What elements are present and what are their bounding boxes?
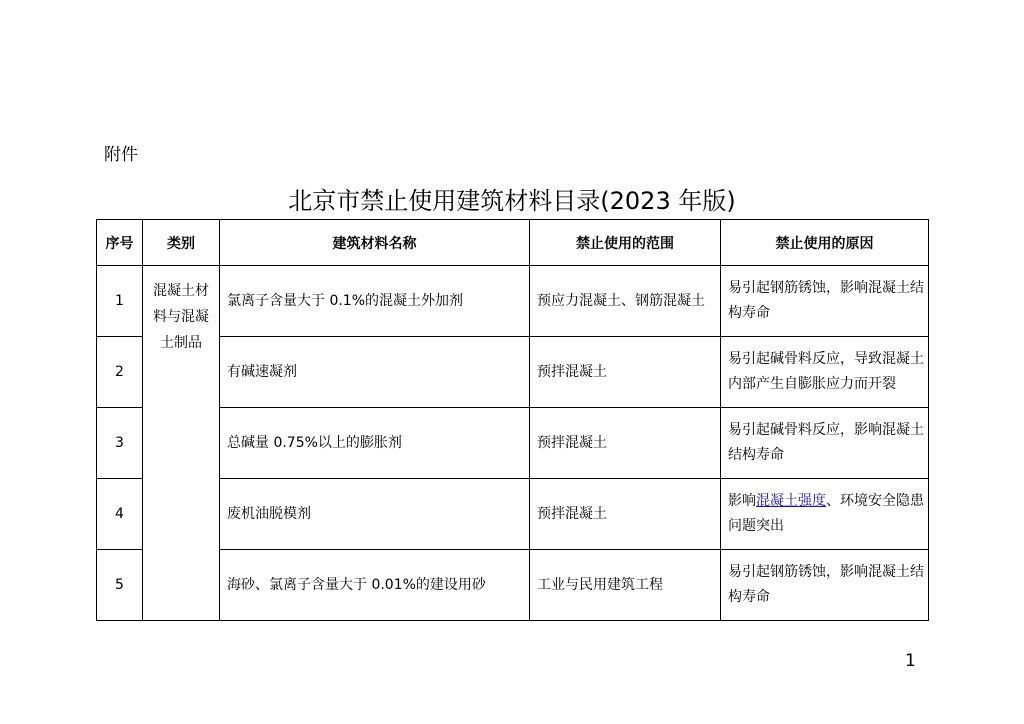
table-row: [97, 266, 929, 337]
material-name: 海砂、氯离子含量大于 0.01%的建设用砂: [220, 550, 530, 621]
reason-prefix: 影响: [728, 493, 756, 509]
row-index: 5: [97, 550, 143, 621]
prohibited-reason: 易引起碱骨料反应，导致混凝土内部产生自膨胀应力而开裂: [721, 337, 929, 408]
row-index: 3: [97, 408, 143, 479]
column-header-material: 建筑材料名称: [220, 220, 530, 266]
material-name: 氯离子含量大于 0.1%的混凝土外加剂: [220, 266, 530, 337]
materials-table: [96, 219, 929, 621]
attachment-label: 附件: [104, 145, 138, 165]
prohibited-scope: 预拌混凝土: [530, 479, 721, 550]
category-label: 混凝土材料与混凝土制品: [153, 283, 209, 351]
table-row: [97, 550, 929, 621]
table-row: [97, 337, 929, 408]
column-header-index: 序号: [97, 220, 143, 266]
prohibited-scope: 预应力混凝土、钢筋混凝土: [530, 266, 721, 337]
prohibited-reason: 易引起钢筋锈蚀，影响混凝土结构寿命: [721, 550, 929, 621]
prohibited-scope: 预拌混凝土: [530, 337, 721, 408]
page-number: 1: [905, 651, 916, 671]
table-row: [97, 479, 929, 550]
row-index: 4: [97, 479, 143, 550]
column-header-reason: 禁止使用的原因: [721, 220, 929, 266]
prohibited-scope: 预拌混凝土: [530, 408, 721, 479]
concrete-strength-link[interactable]: 混凝土强度: [756, 493, 826, 509]
prohibited-reason: 易引起碱骨料反应，影响混凝土结构寿命: [721, 408, 929, 479]
material-name: 废机油脱模剂: [220, 479, 530, 550]
prohibited-scope: 工业与民用建筑工程: [530, 550, 721, 621]
table-row: [97, 408, 929, 479]
category-cell: [143, 266, 220, 621]
document-title: 北京市禁止使用建筑材料目录(2023 年版): [288, 187, 736, 215]
material-name: 有碱速凝剂: [220, 337, 530, 408]
row-index: 1: [97, 266, 143, 337]
column-header-category: 类别: [143, 220, 220, 266]
prohibited-reason: [721, 479, 929, 550]
table-header-row: [97, 220, 929, 266]
reason-suffix: 、环境安全隐患问题突出: [728, 493, 924, 534]
prohibited-reason: 易引起钢筋锈蚀，影响混凝土结构寿命: [721, 266, 929, 337]
material-name: 总碱量 0.75%以上的膨胀剂: [220, 408, 530, 479]
row-index: 2: [97, 337, 143, 408]
column-header-scope: 禁止使用的范围: [530, 220, 721, 266]
